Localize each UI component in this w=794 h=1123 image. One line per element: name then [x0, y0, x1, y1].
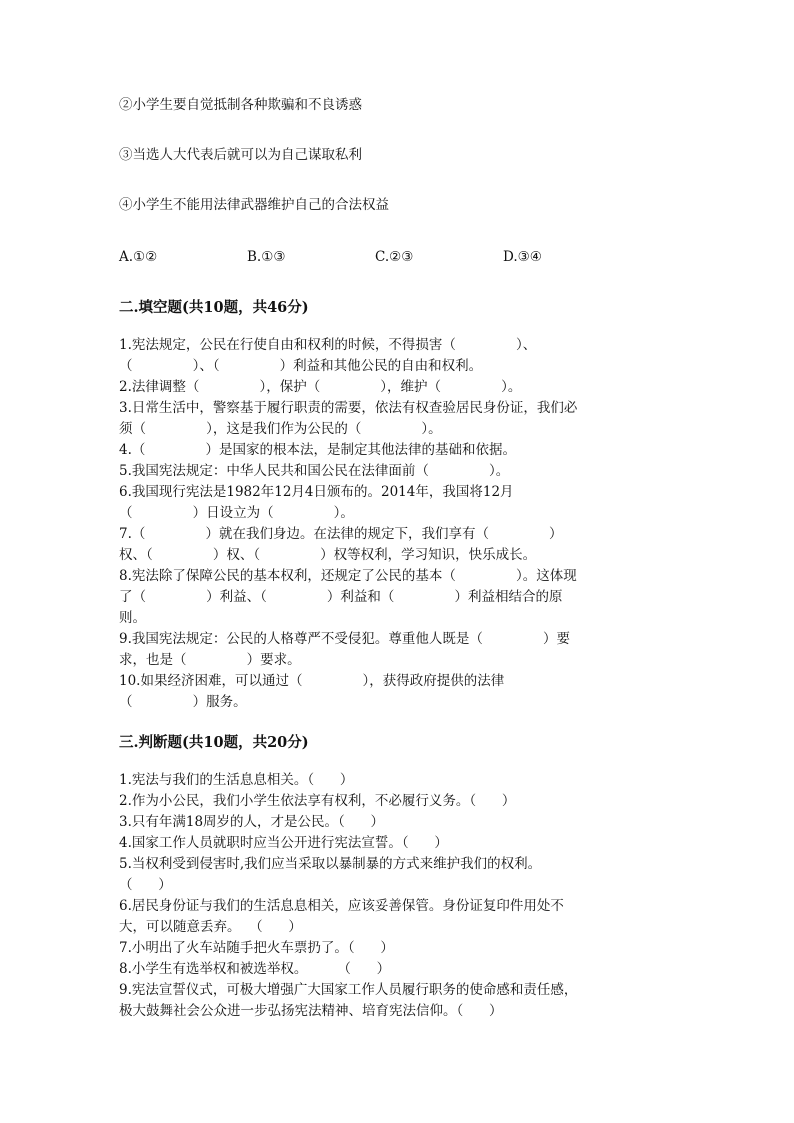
choice-c: C.②③	[375, 249, 414, 265]
question-line: 8.小学生有选举权和被选举权。 （ ）	[119, 961, 391, 977]
question-line: 2.作为小公民，我们小学生依法享有权利，不必履行义务。（ ）	[119, 793, 516, 809]
question-line: （ ）	[119, 877, 172, 893]
section-title-fill-blank: 二.填空题(共10题，共46分)	[119, 299, 309, 316]
question-line: 7.小明出了火车站随手把火车票扔了。（ ）	[119, 940, 394, 956]
question-line: 4.国家工作人员就职时应当公开进行宪法宣誓。（ ）	[119, 835, 448, 851]
question-line: 8.宪法除了保障公民的基本权利，还规定了公民的基本（ ）。这体现	[119, 568, 577, 584]
question-line: 6.我国现行宪法是1982年12月4日颁布的。2014年，我国将12月	[119, 484, 514, 500]
question-line: 1.宪法与我们的生活息息相关。（ ）	[119, 772, 354, 788]
question-line: 4.（ ）是国家的根本法，是制定其他法律的基础和依据。	[119, 442, 516, 458]
question-line: 3.日常生活中，警察基于履行职责的需要，依法有权查验居民身份证，我们必	[119, 400, 578, 416]
question-line: （ ）服务。	[119, 694, 247, 710]
choice-d: D.③④	[503, 249, 542, 265]
question-line: 7.（ ）就在我们身边。在法律的规定下，我们享有（ ）	[119, 526, 563, 542]
question-line: 须（ ），这是我们作为公民的（ ）。	[119, 421, 442, 437]
choice-a: A.①②	[119, 249, 158, 265]
question-line: 极大鼓舞社会公众进一步弘扬宪法精神、培育宪法信仰。（ ）	[119, 1003, 503, 1019]
question-line: 则。	[119, 610, 146, 626]
question-line: 5.我国宪法规定：中华人民共和国公民在法律面前（ ）。	[119, 463, 510, 479]
question-line: 9.我国宪法规定：公民的人格尊严不受侵犯。尊重他人既是（ ）要	[119, 631, 570, 647]
option-statement-3: ③当选人大代表后就可以为自己谋取私利	[119, 147, 362, 163]
question-line: 求，也是（ ）要求。	[119, 652, 301, 668]
option-statement-4: ④小学生不能用法律武器维护自己的合法权益	[119, 197, 389, 213]
question-line: 了（ ）利益、（ ）利益和（ ）利益相结合的原	[119, 589, 563, 605]
section-title-true-false: 三.判断题(共10题，共20分)	[119, 734, 309, 751]
option-statement-2: ②小学生要自觉抵制各种欺骗和不良诱惑	[119, 97, 362, 113]
question-line: （ ）日设立为（ ）。	[119, 505, 354, 521]
question-line: 9.宪法宣誓仪式，可极大增强广大国家工作人员履行职务的使命感和责任感，	[119, 982, 578, 998]
question-line: 6.居民身份证与我们的生活息息相关，应该妥善保管。身份证复印件用处不	[119, 898, 564, 914]
question-line: 1.宪法规定，公民在行使自由和权利的时候，不得损害（ ）、	[119, 337, 537, 353]
question-line: 3.只有年满18周岁的人，才是公民。（ ）	[119, 814, 385, 830]
question-line: 权、（ ）权、（ ）权等权利，学习知识，快乐成长。	[119, 547, 537, 563]
choice-b: B.①③	[247, 249, 286, 265]
question-line: 10.如果经济困难，可以通过（ ），获得政府提供的法律	[119, 673, 505, 689]
question-line: 2.法律调整（ ），保护（ ），维护（ ）。	[119, 379, 522, 395]
question-line: （ ）、（ ）利益和其他公民的自由和权利。	[119, 358, 483, 374]
question-line: 大，可以随意丢弃。 （ ）	[119, 919, 302, 935]
question-line: 5.当权利受到侵害时,我们应当采取以暴制暴的方式来维护我们的权利。	[119, 856, 542, 872]
